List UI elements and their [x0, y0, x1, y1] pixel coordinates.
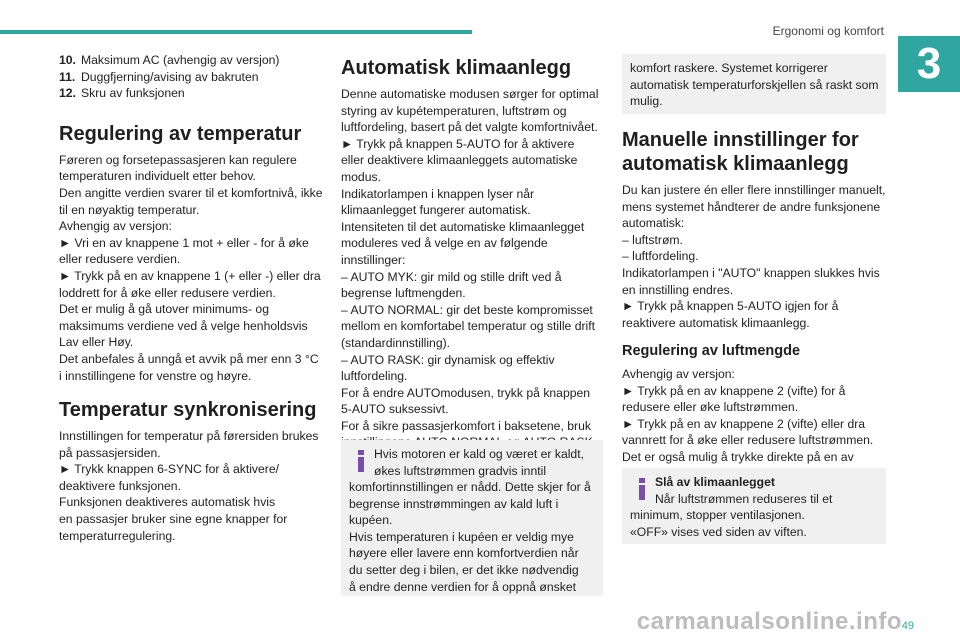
info-icon [356, 450, 366, 472]
column-middle [341, 56, 606, 451]
list-item: 10. Maksimum AC (avhengig av versjon) [59, 53, 280, 67]
chapter-tab: 3 [898, 36, 960, 92]
heading-sync: Temperatur synkronisering [59, 399, 317, 422]
info-note-cold-engine: Hvis motoren er kald og været er kaldt, økes luftstrømmen gradvis inntil komfortinnstillingen er nådd. Dette skjer for å begrense innstrømmingen av kald luft i kupéen. Hvis temperaturen i kupéen er veldig mye høyere eller lavere enn komfortverdien når du setter deg i bilen, er det ikke nødvendig å endre denne verdien for å oppnå ønsket [341, 440, 603, 596]
auto-text: Denne automatiske modusen sørger for optimal styring av kupétemperaturen, luftstrøm og luftfordeling, basert på det valgte komfortnivået. ► Trykk på knappen 5-AUTO for å aktivere eller deaktivere klimaanleggets automatiske modus. Indikatorlampen i knappen lyser når klimaanlegget fungerer automatisk. Intensiteten til det automatiske klimaanlegget moduleres ved å velge en av følgende innstillinger: – AUTO MYK: gir mild og stille drift ved å begrense luftmengden. – AUTO NORMAL: gir det beste kompromisset mellom en komfortabel temperatur og stille drift (standardinnstilling). – AUTO RASK: gir dynamisk og effektiv luftfordeling. For å endre AUTOmodusen, trykk på knappen 5-AUTO suksessivt. For å sikre passasjerkomfort i baksetene, bruk [341, 87, 599, 433]
page-number: 49 [901, 620, 914, 632]
heading-temperature: Regulering av temperatur [59, 122, 302, 145]
list-item: 12. Skru av funksjonen [59, 86, 185, 101]
info-note-continued: komfort raskere. Systemet korrigerer automatisk temperaturforskjellen så raskt som mulig. [622, 54, 886, 114]
column-right [622, 128, 890, 482]
temperature-text: Føreren og forsetepassasjeren kan regulere temperaturen individuelt etter behov. Den angitte verdien svarer til et komfortnivå, ikke til en nøyaktig temperatur. Avhengig av versjon: ► Vri en av knappene 1 mot + eller - for å øke eller redusere verdien. ► Trykk på en av knappene 1 (+ eller -) eller dra loddrett for å øke eller redusere verdien. Det er mulig å gå utover minimums- og maksimums verdiene ved å velge henholdsvis Lav eller Høy. Det anbefales å unngå et avvik på mer enn 3 °C i innstillingene for venstre og høyre. [59, 152, 323, 383]
manual-text: Du kan justere én eller flere innstillinger manuelt, mens systemet håndterer de andre funksjonene automatisk: – luftstrøm. – luftfordeling. Indikatorlampen i "AUTO" knappen slukkes hvis en innstilling endres. ► Trykk på knappen 5-AUTO igjen for å reaktivere automatisk klimaanlegg. [622, 183, 886, 330]
watermark: carmanualsonline.info [636, 608, 902, 635]
heading-auto: Automatisk klimaanlegg [341, 57, 572, 79]
info-note-ac-off: Slå av klimaanlegget Når luftstrømmen reduseres til et minimum, stopper ventilasjonen. «OFF» vises ved siden av viften. [622, 468, 886, 544]
column-left [59, 52, 327, 544]
info-icon [637, 478, 647, 500]
heading-airflow: Regulering av luftmengde [622, 343, 801, 360]
section-title: Ergonomi og komfort [772, 24, 884, 38]
airflow-text: Avhengig av versjon: ► Trykk på en av knappene 2 (vifte) for å redusere eller øke luftstrømmen. ► Trykk på en av knappene 2 (vifte) eller dra vannrett for å øke eller redusere luftstrømmen. Det er også mulig å trykke direkte på en av [622, 366, 874, 464]
sync-text: Innstillingen for temperatur på førersiden brukes på passasjersiden. ► Trykk knappen 6-SYNC for å aktivere/ deaktivere funksjonen. Funksjonen deaktiveres automatisk hvis en passasjer bruker sine egne knapper for temperaturregulering. [59, 429, 319, 543]
list-item: 11. Duggfjerning/avising av bakruten [59, 69, 259, 84]
heading-manual: Manuelle innstillinger for automatisk klimaanlegg [622, 129, 859, 175]
top-accent-bar [0, 30, 472, 34]
numbered-list [59, 52, 327, 102]
